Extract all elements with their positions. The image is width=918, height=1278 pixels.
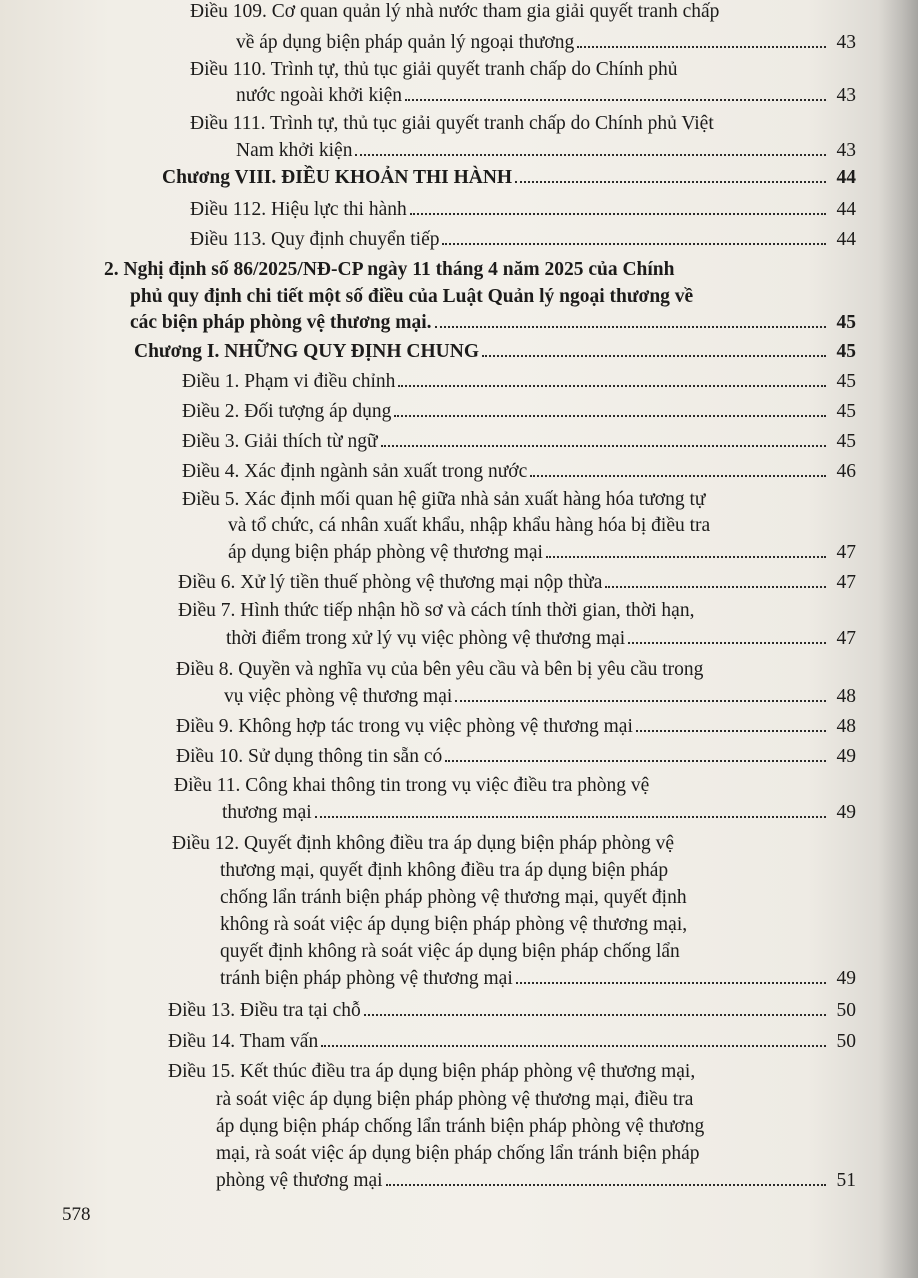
toc-entry-15-line1: Điều 15. Kết thúc điều tra áp dụng biện pháp phòng vệ thương mại,	[168, 1061, 696, 1082]
toc-page-ref: 45	[836, 371, 856, 392]
leader-dots	[628, 642, 826, 644]
leader-dots	[546, 556, 826, 558]
toc-decree-line1: 2. Nghị định số 86/2025/NĐ-CP ngày 11 tháng 4 năm 2025 của Chính	[104, 259, 675, 280]
toc-entry-12-line4: không rà soát việc áp dụng biện pháp phòng vệ thương mại,	[220, 914, 688, 935]
leader-dots	[516, 982, 826, 984]
toc-entry-7-line1: Điều 7. Hình thức tiếp nhận hồ sơ và cách tính thời gian, thời hạn,	[178, 600, 695, 621]
toc-entry-111	[236, 139, 856, 163]
toc-page-ref: 50	[836, 1031, 856, 1052]
toc-entry-title: Điều 10. Sử dụng thông tin sẵn có	[176, 746, 443, 767]
toc-entry-110	[236, 84, 856, 108]
toc-entry-title: Điều 9. Không hợp tác trong vụ việc phòng vệ thương mại	[176, 716, 633, 737]
toc-entry-title: Điều 113. Quy định chuyển tiếp	[190, 229, 440, 250]
leader-dots	[482, 355, 826, 357]
leader-dots	[515, 181, 826, 183]
toc-page-ref: 45	[836, 312, 856, 333]
leader-dots	[321, 1045, 826, 1047]
toc-page-ref: 49	[836, 746, 856, 767]
toc-page-ref: 47	[836, 572, 856, 593]
toc-entry-111-line1: Điều 111. Trình tự, thủ tục giải quyết tranh chấp do Chính phủ Việt	[190, 113, 714, 134]
toc-entry-7	[226, 627, 856, 651]
toc-entry-113	[190, 228, 856, 252]
toc-entry-8	[224, 685, 856, 709]
toc-decree-line2: phủ quy định chi tiết một số điều của Luật Quản lý ngoại thương về	[130, 286, 694, 307]
toc-entry-111-line2: Nam khởi kiện	[236, 140, 353, 161]
toc-page-ref: 43	[836, 85, 856, 106]
toc-page-ref: 47	[836, 542, 856, 563]
toc-entry-title: Điều 1. Phạm vi điều chỉnh	[182, 371, 396, 392]
toc-entry-12-line3: chống lẩn tránh biện pháp phòng vệ thương mại, quyết định	[220, 887, 687, 908]
toc-entry-5	[228, 541, 856, 565]
toc-entry-12-line6: tránh biện pháp phòng vệ thương mại	[220, 968, 513, 989]
toc-page-ref: 50	[836, 1000, 856, 1021]
leader-dots	[398, 385, 826, 387]
toc-entry-110-line2: nước ngoài khởi kiện	[236, 85, 403, 106]
toc-page-ref: 44	[836, 199, 856, 220]
leader-dots	[405, 99, 826, 101]
toc-page-ref: 47	[836, 628, 856, 649]
toc-entry-title: Điều 2. Đối tượng áp dụng	[182, 401, 392, 422]
toc-entry-110-line1: Điều 110. Trình tự, thủ tục giải quyết tranh chấp do Chính phủ	[190, 59, 678, 80]
toc-entry-109-line2: về áp dụng biện pháp quản lý ngoại thương	[236, 32, 575, 53]
toc-entry-14	[168, 1030, 856, 1054]
toc-page-ref: 44	[836, 167, 856, 188]
toc-page-ref: 49	[836, 802, 856, 823]
toc-entry-title: Điều 4. Xác định ngành sản xuất trong nước	[182, 461, 528, 482]
toc-entry-13	[168, 999, 856, 1023]
toc-chapter-i	[134, 340, 856, 364]
leader-dots	[636, 730, 826, 732]
toc-entry-8-line2: vụ việc phòng vệ thương mại	[224, 686, 453, 707]
toc-page-ref: 48	[836, 686, 856, 707]
toc-page-ref: 45	[836, 401, 856, 422]
toc-decree-86	[130, 311, 856, 335]
page-edge-shadow	[878, 0, 918, 1278]
toc-entry-11-line1: Điều 11. Công khai thông tin trong vụ việc điều tra phòng vệ	[174, 775, 650, 796]
leader-dots	[577, 46, 826, 48]
toc-entry-2	[182, 400, 856, 424]
toc-entry-12-line5: quyết định không rà soát việc áp dụng biện pháp chống lẩn	[220, 941, 680, 962]
toc-entry-12-line1: Điều 12. Quyết định không điều tra áp dụng biện pháp phòng vệ	[172, 833, 675, 854]
toc-entry-15-line3: áp dụng biện pháp chống lẩn tránh biện pháp phòng vệ thương	[216, 1116, 705, 1137]
toc-entry-1	[182, 370, 856, 394]
toc-entry-5-line3: áp dụng biện pháp phòng vệ thương mại	[228, 542, 543, 563]
toc-entry-15	[216, 1169, 856, 1193]
toc-entry-15-line4: mại, rà soát việc áp dụng biện pháp chống lẩn tránh biện pháp	[216, 1143, 700, 1164]
leader-dots	[386, 1184, 826, 1186]
leader-dots	[410, 213, 826, 215]
toc-chapter-title: Chương VIII. ĐIỀU KHOẢN THI HÀNH	[162, 167, 513, 188]
toc-decree-line3: các biện pháp phòng vệ thương mại.	[130, 312, 432, 333]
toc-page-ref: 45	[836, 431, 856, 452]
toc-page-ref: 48	[836, 716, 856, 737]
toc-chapter-title: Chương I. NHỮNG QUY ĐỊNH CHUNG	[134, 341, 479, 362]
toc-entry-12-line2: thương mại, quyết định không điều tra áp dụng biện pháp	[220, 860, 669, 881]
toc-entry-title: Điều 13. Điều tra tại chỗ	[168, 1000, 361, 1021]
toc-entry-9	[176, 715, 856, 739]
leader-dots	[394, 415, 826, 417]
toc-entry-112	[190, 198, 856, 222]
leader-dots	[355, 154, 826, 156]
toc-entry-15-line2: rà soát việc áp dụng biện pháp phòng vệ thương mại, điều tra	[216, 1089, 694, 1110]
leader-dots	[605, 586, 826, 588]
toc-page-ref: 43	[836, 140, 856, 161]
toc-entry-7-line2: thời điểm trong xử lý vụ việc phòng vệ thương mại	[226, 628, 626, 649]
toc-entry-12	[220, 967, 856, 991]
leader-dots	[364, 1014, 826, 1016]
toc-entry-title: Điều 3. Giải thích từ ngữ	[182, 431, 378, 452]
toc-page-ref: 49	[836, 968, 856, 989]
toc-page-ref: 43	[836, 32, 856, 53]
toc-entry-8-line1: Điều 8. Quyền và nghĩa vụ của bên yêu cầu và bên bị yêu cầu trong	[176, 659, 704, 680]
toc-entry-4	[182, 460, 856, 484]
toc-entry-title: Điều 6. Xử lý tiền thuế phòng vệ thương mại nộp thừa	[178, 572, 603, 593]
toc-entry-10	[176, 745, 856, 769]
toc-page-ref: 45	[836, 341, 856, 362]
toc-entry-109-line1: Điều 109. Cơ quan quản lý nhà nước tham gia giải quyết tranh chấp	[190, 1, 720, 22]
toc-page-ref: 44	[836, 229, 856, 250]
toc-entry-15-line5: phòng vệ thương mại	[216, 1170, 383, 1191]
leader-dots	[445, 760, 826, 762]
toc-chapter-viii	[162, 166, 856, 190]
page-number: 578	[62, 1204, 91, 1225]
leader-dots	[442, 243, 826, 245]
toc-entry-11	[222, 801, 856, 825]
toc-entry-5-line2: và tổ chức, cá nhân xuất khẩu, nhập khẩu hàng hóa bị điều tra	[228, 515, 711, 536]
toc-entry-3	[182, 430, 856, 454]
toc-entry-109	[236, 31, 856, 55]
leader-dots	[315, 816, 826, 818]
toc-entry-11-line2: thương mại	[222, 802, 312, 823]
toc-entry-title: Điều 14. Tham vấn	[168, 1031, 319, 1052]
toc-page-ref: 46	[836, 461, 856, 482]
leader-dots	[381, 445, 826, 447]
leader-dots	[435, 326, 826, 328]
toc-page-ref: 51	[836, 1170, 856, 1191]
toc-entry-6	[178, 571, 856, 595]
toc-entry-title: Điều 112. Hiệu lực thi hành	[190, 199, 407, 220]
leader-dots	[530, 475, 826, 477]
leader-dots	[455, 700, 826, 702]
toc-entry-5-line1: Điều 5. Xác định mối quan hệ giữa nhà sản xuất hàng hóa tương tự	[182, 489, 706, 510]
